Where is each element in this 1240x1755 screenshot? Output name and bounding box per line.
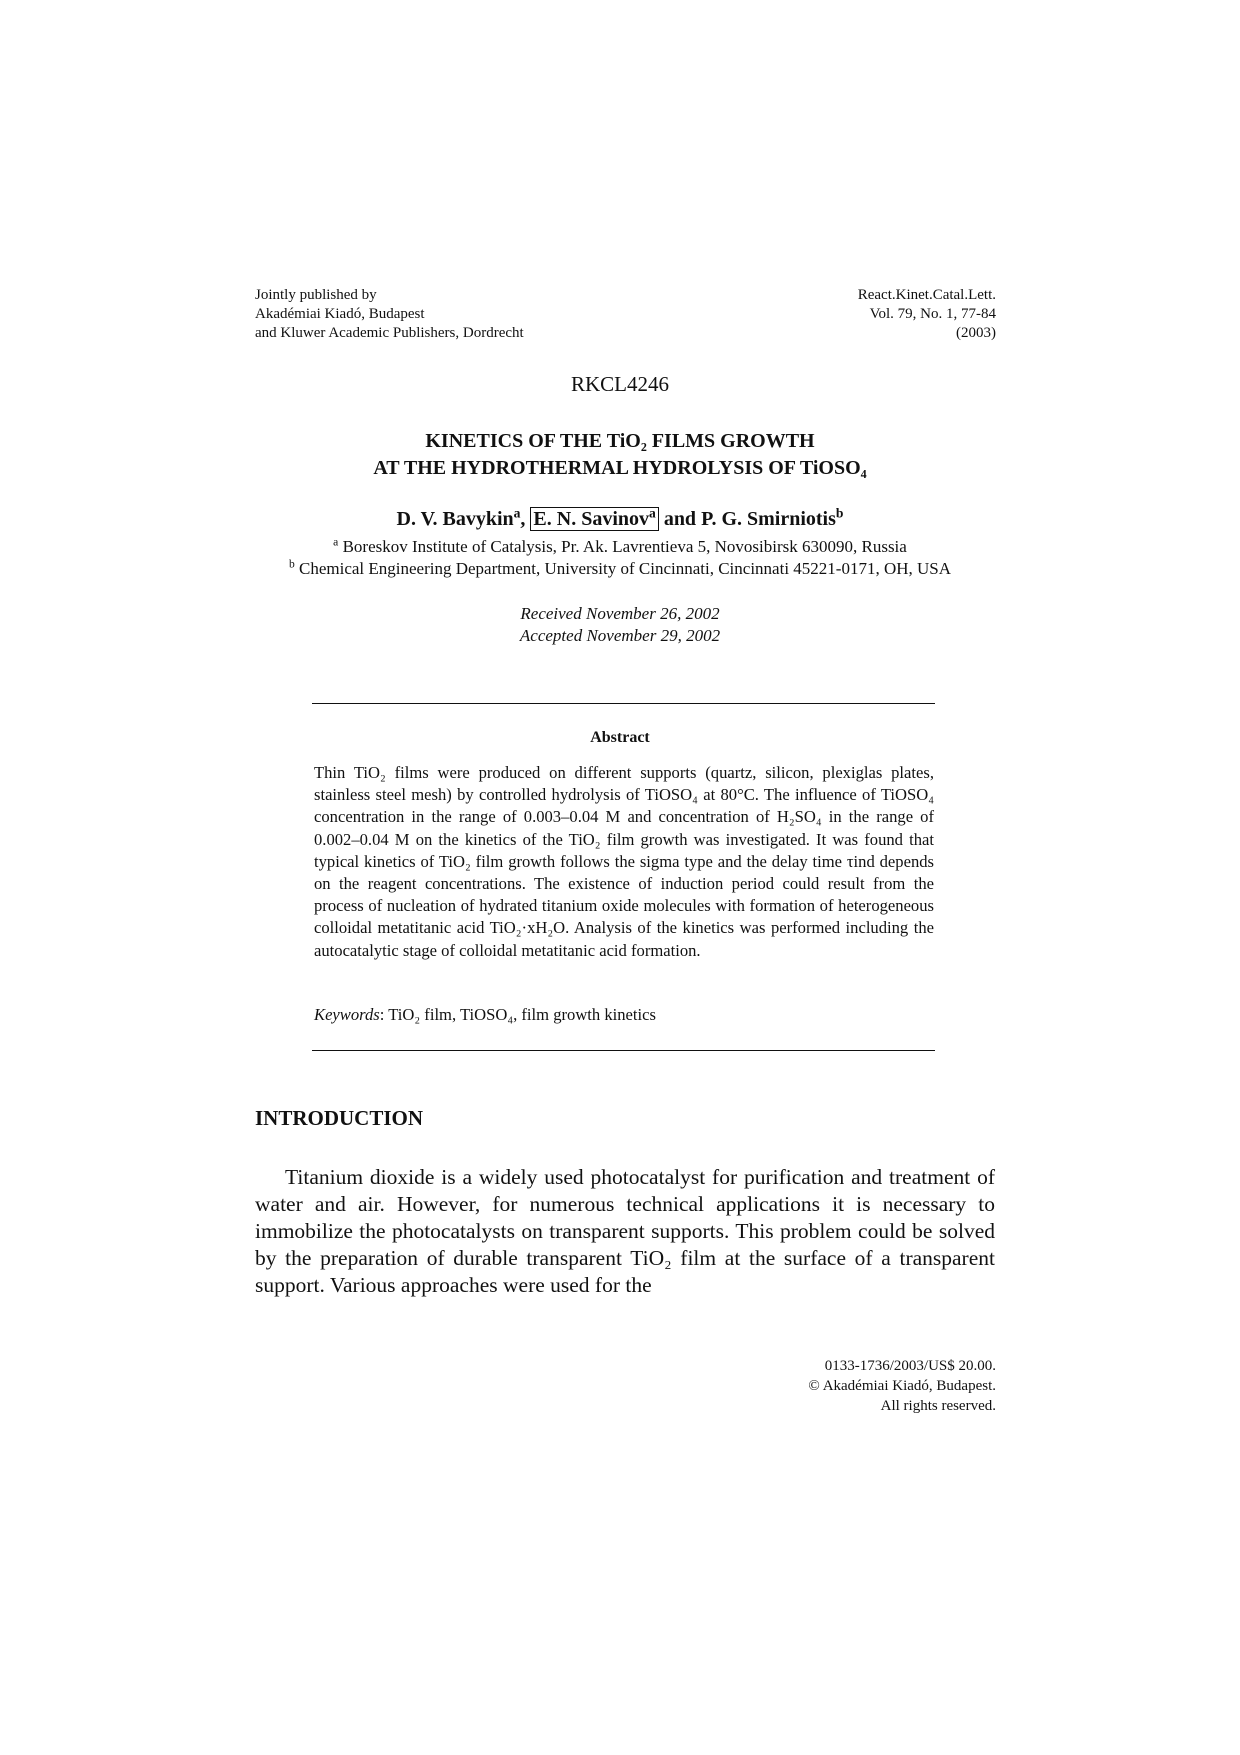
affiliation-b <box>0 558 1240 580</box>
accepted-date: Accepted November 29, 2002 <box>519 626 721 645</box>
affiliation-b-text: Chemical Engineering Department, University of Cincinnati, Cincinnati 45221-0171, OH, USA <box>299 559 952 578</box>
affiliation-a <box>0 536 1240 558</box>
author-and: and <box>663 508 697 530</box>
keywords <box>314 1005 934 1025</box>
journal-info <box>858 286 996 343</box>
journal-line: Vol. 79, No. 1, 77-84 <box>869 306 996 322</box>
dates <box>0 603 1240 647</box>
affiliations <box>0 536 1240 580</box>
footer-line: © Akadémiai Kiadó, Budapest. <box>808 1378 996 1394</box>
abstract-heading: Abstract <box>590 729 650 746</box>
paper-code: RKCL4246 <box>570 372 669 396</box>
publisher-line: Jointly published by <box>255 287 377 303</box>
author-list <box>0 505 1240 531</box>
introduction-text: Titanium dioxide is a widely used photocatalyst for purification and treatment of water and air. However, for numerous technical applications it is necessary to immobilize the photocatalysts on transparent supports. This problem could be solved by the preparation of durable transparent TiO₂ film at the surface of a transparent support. Various approaches were used for the <box>255 1165 995 1297</box>
copyright-footer <box>808 1356 996 1416</box>
abstract-top-rule <box>312 703 935 704</box>
author-1: D. V. Bavykin <box>396 508 514 530</box>
affiliation-a-text: Boreskov Institute of Catalysis, Pr. Ak. Lavrentieva 5, Novosibirsk 630090, Russia <box>342 537 907 556</box>
title-line-1: KINETICS OF THE TiO₂ FILMS GROWTH <box>425 430 815 452</box>
author-separator: , <box>520 508 526 530</box>
title-line-2: AT THE HYDROTHERMAL HYDROLYSIS OF TiOSO₄ <box>373 457 867 479</box>
affiliation-b-mark: b <box>288 557 295 571</box>
author-3: P. G. Smirniotis <box>701 508 836 530</box>
author-2-boxed <box>530 507 658 531</box>
paper-title <box>0 428 1240 482</box>
footer-line: 0133-1736/2003/US$ 20.00. <box>824 1358 996 1374</box>
journal-line: (2003) <box>956 325 996 341</box>
abstract-bottom-rule <box>312 1050 935 1051</box>
publisher-line: Akadémiai Kiadó, Budapest <box>255 306 425 322</box>
author-2: E. N. Savinov <box>533 508 650 530</box>
author-3-affil: b <box>835 505 844 521</box>
author-2-affil: a <box>649 505 656 521</box>
abstract-text: Thin TiO₂ films were produced on different supports (quartz, silicon, plexiglas plates, stainless steel mesh) by controlled hydrolysis of TiOSO₄ at 80°C. The influence of TiOSO₄ concentration in the range of 0.003–0.04 M and concentration of H₂SO₄ in the range of 0.002–0.04 M on the kinetics of the TiO₂ film growth was investigated. It was found that typical kinetics of TiO₂ film growth follows the sigma type and the delay time τind depends on the reagent concentrations. The existence of induction period could result from the process of nucleation of hydrated titanium oxide molecules with formation of heterogeneous colloidal metatitanic acid TiO₂·xH₂O. Analysis of the kinetics was performed including the autocatalytic stage of colloidal metatitanic acid formation. <box>314 763 934 960</box>
publisher-info <box>255 286 524 343</box>
author-1-affil: a <box>513 505 521 521</box>
affiliation-a-mark: a <box>333 535 339 549</box>
received-date: Received November 26, 2002 <box>520 604 720 623</box>
introduction-heading: INTRODUCTION <box>255 1106 424 1130</box>
keywords-label: Keywords <box>314 1005 380 1024</box>
keywords-text: : TiO₂ film, TiOSO₄, film growth kinetics <box>379 1005 656 1024</box>
footer-line: All rights reserved. <box>880 1398 996 1414</box>
publisher-line: and Kluwer Academic Publishers, Dordrecht <box>255 325 524 341</box>
journal-line: React.Kinet.Catal.Lett. <box>857 287 996 303</box>
